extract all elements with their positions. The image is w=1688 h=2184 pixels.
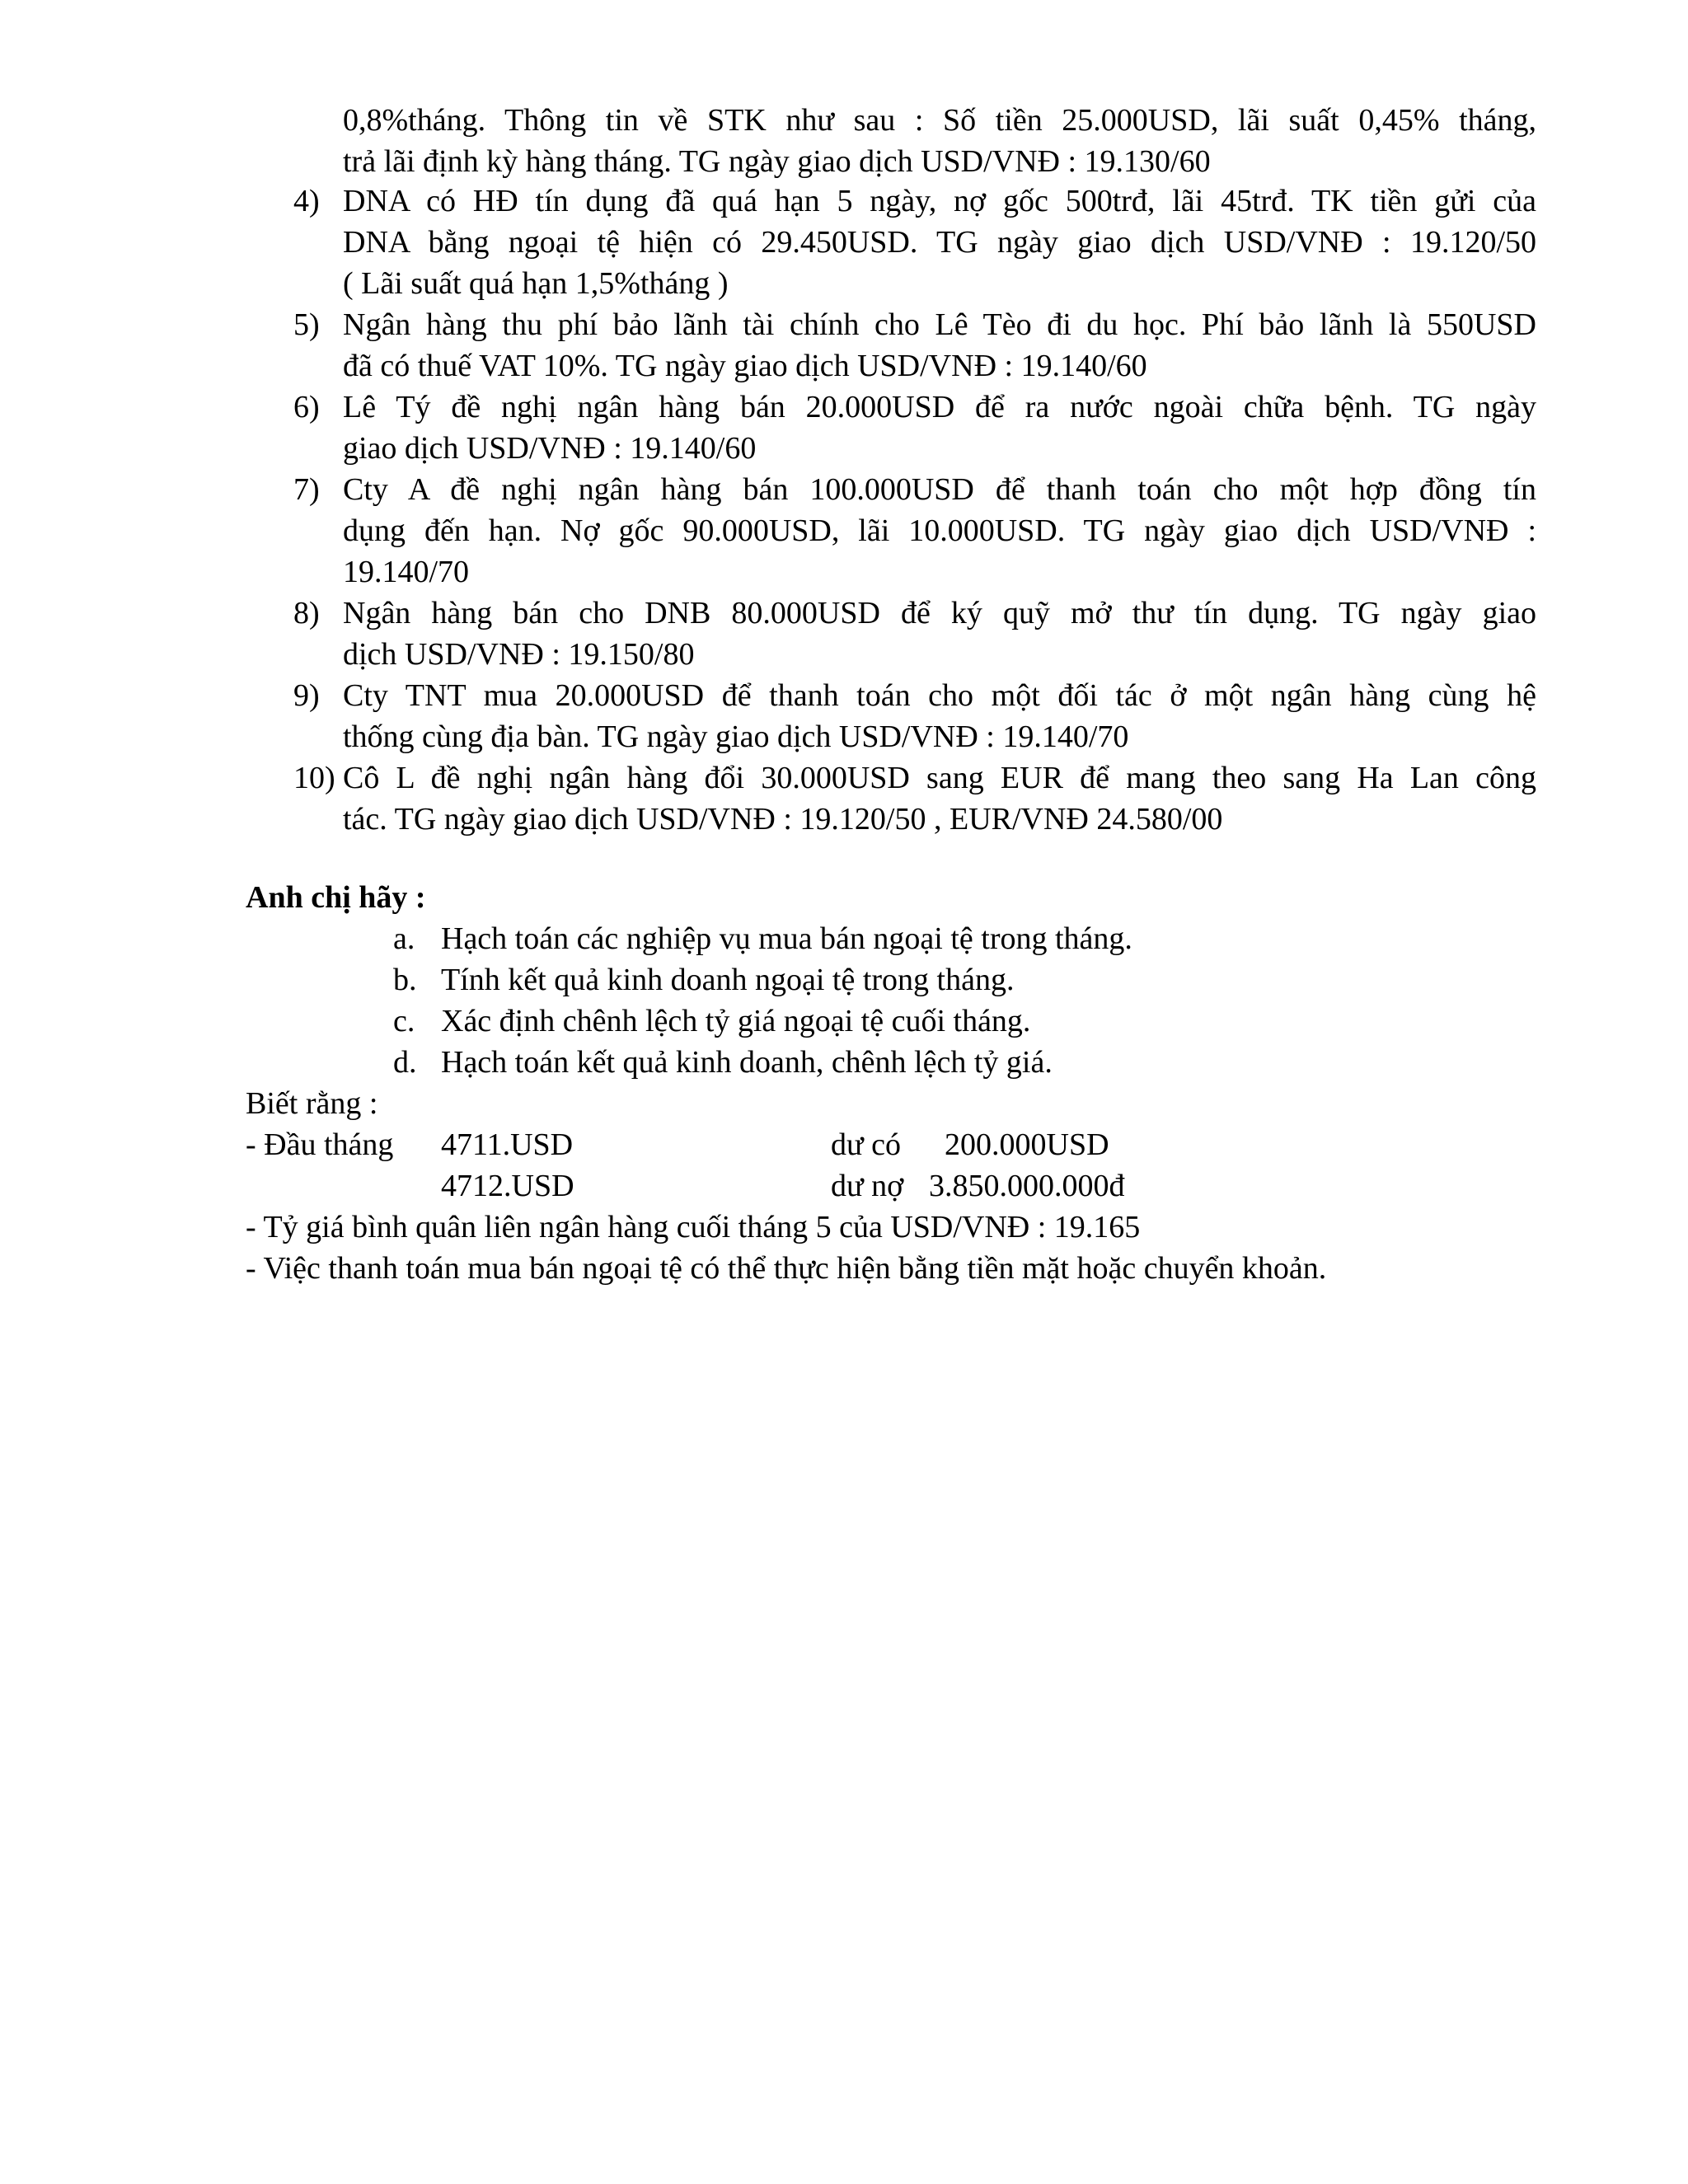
given-heading: Biết rằng : — [246, 1086, 378, 1121]
item-number: 6) — [293, 390, 320, 424]
item-number: 10) — [293, 761, 335, 795]
item-line: dịch USD/VNĐ : 19.150/80 — [343, 637, 695, 672]
balance-side: dư nợ — [831, 1169, 904, 1203]
balance-account: 4712.USD — [441, 1169, 574, 1203]
item-line: đã có thuế VAT 10%. TG ngày giao dịch USD/VNĐ : 19.140/60 — [343, 349, 1147, 383]
balance-amount: 200.000USD — [945, 1127, 1109, 1162]
item-line: ( Lãi suất quá hạn 1,5%tháng ) — [343, 266, 729, 301]
task-letter: d. — [393, 1045, 417, 1080]
item-number: 4) — [293, 184, 320, 218]
balance-amount: 3.850.000.000đ — [929, 1169, 1125, 1203]
tasks-heading: Anh chị hãy : — [246, 880, 426, 915]
item-number: 5) — [293, 307, 320, 342]
item-line: Ngân hàng bán cho DNB 80.000USD để ký quỹ mở thư tín dụng. TG ngày giao — [343, 596, 1536, 630]
item-line: Ngân hàng thu phí bảo lãnh tài chính cho Lê Tèo đi du học. Phí bảo lãnh là 550USD — [343, 307, 1536, 342]
item-line: Lê Tý đề nghị ngân hàng bán 20.000USD để ra nước ngoài chữa bệnh. TG ngày — [343, 390, 1536, 424]
task-text: Xác định chênh lệch tỷ giá ngoại tệ cuối tháng. — [441, 1004, 1031, 1038]
task-letter: b. — [393, 963, 417, 997]
task-text: Hạch toán các nghiệp vụ mua bán ngoại tệ trong tháng. — [441, 921, 1132, 956]
item-line: tác. TG ngày giao dịch USD/VNĐ : 19.120/50 , EUR/VNĐ 24.580/00 — [343, 802, 1223, 837]
item-line: Cô L đề nghị ngân hàng đổi 30.000USD sang EUR để mang theo sang Ha Lan công — [343, 761, 1536, 795]
note-line: - Việc thanh toán mua bán ngoại tệ có thể thực hiện bằng tiền mặt hoặc chuyển khoản. — [246, 1251, 1327, 1286]
task-text: Hạch toán kết quả kinh doanh, chênh lệch tỷ giá. — [441, 1045, 1053, 1080]
item-line: thống cùng địa bàn. TG ngày giao dịch USD/VNĐ : 19.140/70 — [343, 719, 1129, 754]
item-number: 8) — [293, 596, 320, 630]
task-letter: c. — [393, 1004, 415, 1038]
item-line: Cty A đề nghị ngân hàng bán 100.000USD để thanh toán cho một hợp đồng tín — [343, 472, 1536, 507]
item-line: DNA có HĐ tín dụng đã quá hạn 5 ngày, nợ gốc 500trđ, lãi 45trđ. TK tiền gửi của — [343, 184, 1536, 218]
item-line: Cty TNT mua 20.000USD để thanh toán cho một đối tác ở một ngân hàng cùng hệ — [343, 678, 1536, 713]
balance-side: dư có — [831, 1127, 901, 1162]
balance-account: 4711.USD — [441, 1127, 574, 1162]
task-text: Tính kết quả kinh doanh ngoại tệ trong tháng. — [441, 963, 1015, 997]
item-number: 7) — [293, 472, 320, 507]
item-line: giao dịch USD/VNĐ : 19.140/60 — [343, 431, 757, 466]
balances-label: - Đầu tháng — [246, 1127, 394, 1162]
intro-line-2: trả lãi định kỳ hàng tháng. TG ngày giao dịch USD/VNĐ : 19.130/60 — [343, 144, 1211, 179]
intro-line-1: 0,8%tháng. Thông tin về STK như sau : Số tiền 25.000USD, lãi suất 0,45% tháng, — [343, 103, 1536, 138]
item-line: 19.140/70 — [343, 555, 470, 589]
note-line: - Tỷ giá bình quân liên ngân hàng cuối tháng 5 của USD/VNĐ : 19.165 — [246, 1210, 1141, 1244]
item-line: DNA bằng ngoại tệ hiện có 29.450USD. TG ngày giao dịch USD/VNĐ : 19.120/50 — [343, 225, 1536, 260]
task-letter: a. — [393, 921, 415, 956]
item-line: dụng đến hạn. Nợ gốc 90.000USD, lãi 10.000USD. TG ngày giao dịch USD/VNĐ : — [343, 513, 1536, 548]
item-number: 9) — [293, 678, 320, 713]
